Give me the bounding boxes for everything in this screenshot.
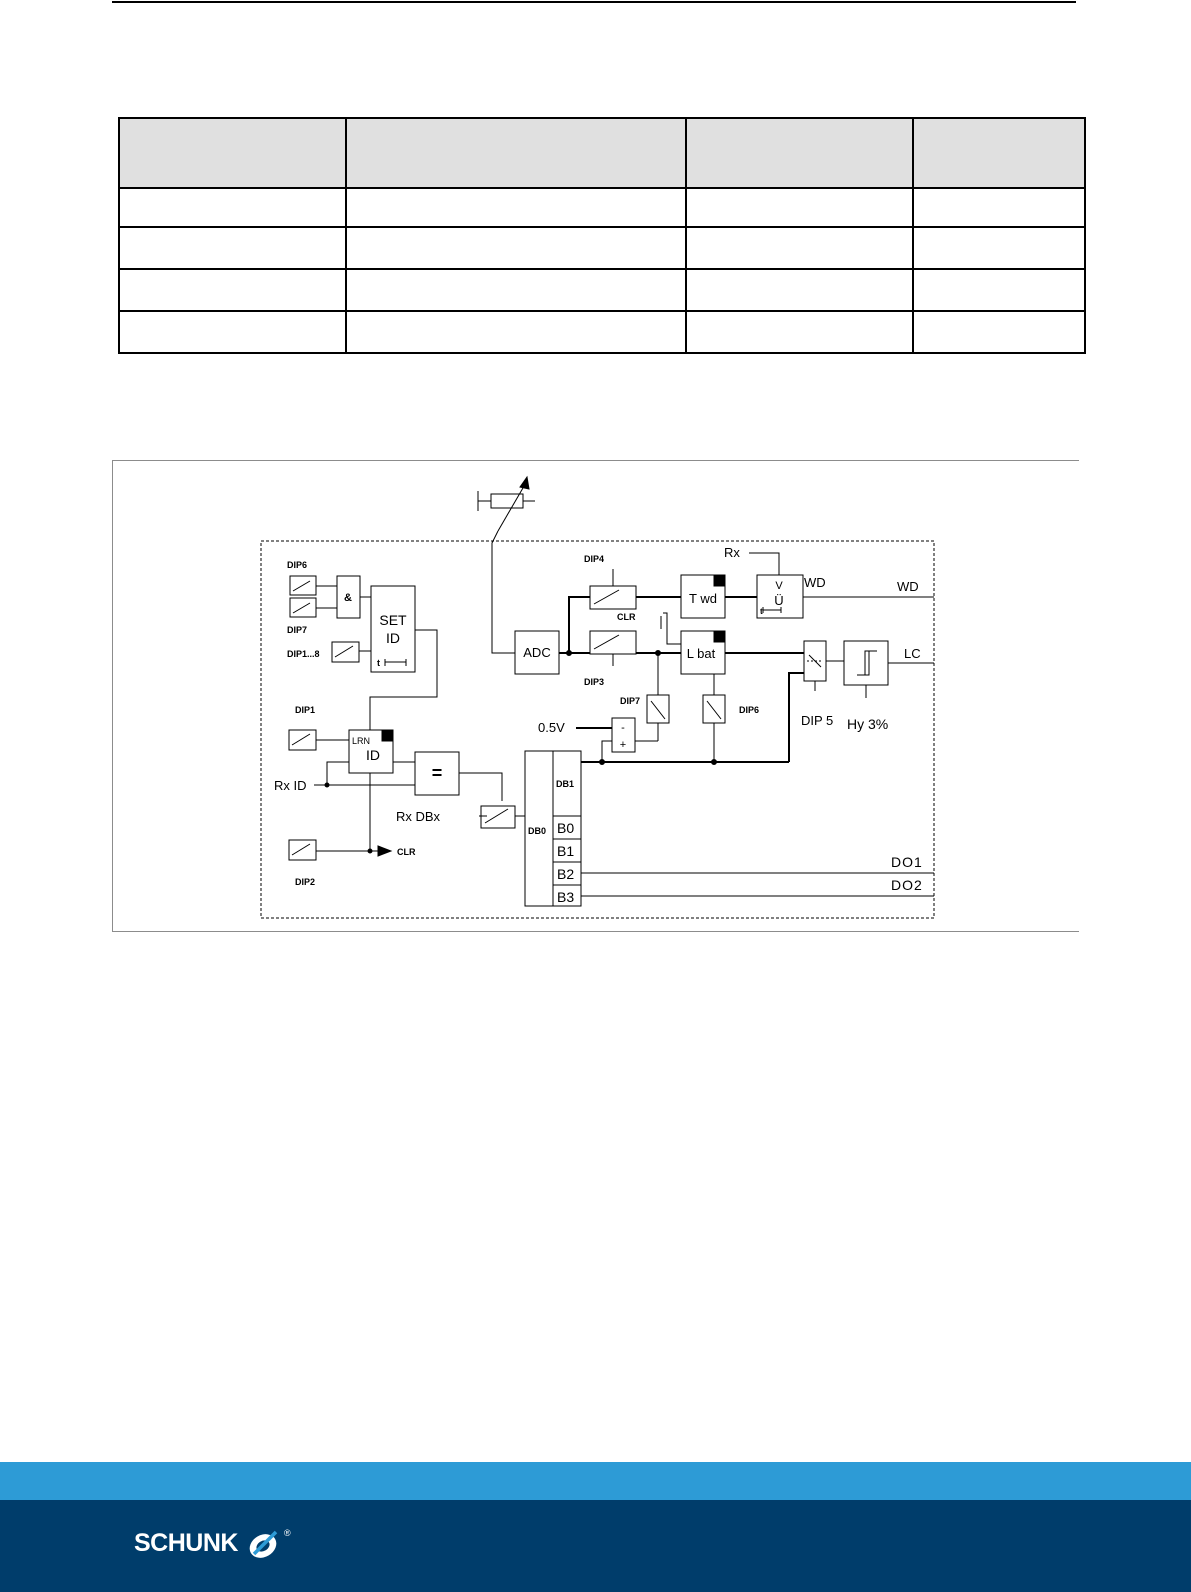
label-hy: Hy 3%: [847, 716, 889, 732]
table-cell: [119, 118, 346, 188]
label-clr-bottom: CLR: [397, 847, 416, 857]
label-b2: B2: [557, 866, 575, 882]
label-dip3: DIP3: [584, 677, 605, 687]
label-lrn: LRN: [352, 736, 371, 746]
block-diagram-svg: [113, 461, 1079, 931]
footer-accent-band: [0, 1462, 1191, 1500]
schunk-logo: [134, 1524, 294, 1566]
label-dip4: DIP4: [584, 554, 605, 564]
table-cell: [913, 311, 1085, 353]
label-rx-id: Rx ID: [274, 778, 307, 793]
registered-mark: ®: [284, 1528, 291, 1538]
table-cell: [686, 311, 913, 353]
table-cell: [346, 227, 686, 269]
logo-text: SCHUNK: [134, 1529, 238, 1557]
label-wd-t: t: [760, 607, 763, 616]
label-l-bat: L bat: [686, 646, 716, 661]
dip4-switch: [590, 586, 636, 609]
table-cell: [119, 227, 346, 269]
label-and: &: [344, 592, 352, 604]
table-header-row: [119, 118, 1085, 188]
label-dip1: DIP1: [295, 705, 316, 715]
label-dip2: DIP2: [295, 877, 316, 887]
label-lrn-id: ID: [366, 747, 380, 763]
label-adc: ADC: [523, 645, 551, 660]
spec-table: [118, 117, 1086, 354]
table-cell: [346, 118, 686, 188]
label-do1: DO1: [891, 854, 923, 870]
label-dip1-8: DIP1...8: [287, 649, 320, 659]
label-db0: DB0: [528, 826, 547, 836]
label-rx: Rx: [724, 545, 740, 560]
label-do2: DO2: [891, 877, 923, 893]
label-dip6: DIP6: [287, 560, 308, 570]
label-equal: =: [431, 763, 443, 783]
header-rule: [112, 1, 1076, 3]
table-cell: [119, 188, 346, 227]
dip6-switch: [703, 695, 725, 723]
label-05v: 0.5V: [538, 720, 565, 735]
table-row: [119, 269, 1085, 311]
label-rx-dbx: Rx DBx: [396, 809, 441, 824]
table-cell: [913, 269, 1085, 311]
hysteresis-block: [844, 641, 888, 685]
label-db1: DB1: [556, 779, 575, 789]
label-b1: B1: [557, 843, 575, 859]
label-wd-out: WD: [897, 579, 919, 594]
table-cell: [346, 311, 686, 353]
label-dip7: DIP7: [287, 625, 308, 635]
dip7-switch: [647, 695, 669, 723]
table-cell: [686, 118, 913, 188]
block-diagram: [112, 460, 1079, 932]
label-minus: -: [621, 722, 625, 734]
label-t-wd: T wd: [689, 591, 717, 606]
table-cell: [686, 188, 913, 227]
table-cell: [913, 227, 1085, 269]
table-cell: [346, 188, 686, 227]
table-cell: [686, 269, 913, 311]
table-row: [119, 311, 1085, 353]
dip3-switch: [590, 631, 636, 654]
table-cell: [119, 269, 346, 311]
table-cell: [119, 311, 346, 353]
label-dip5: DIP 5: [801, 713, 834, 728]
table-cell: [913, 118, 1085, 188]
label-b3: B3: [557, 889, 575, 905]
label-wd-box: WD: [804, 575, 826, 590]
table-row: [119, 227, 1085, 269]
label-lc: LC: [904, 646, 921, 661]
table-row: [119, 188, 1085, 227]
label-set-id: ID: [386, 630, 400, 646]
label-dip6-b: DIP6: [739, 705, 760, 715]
label-clr-top: CLR: [617, 612, 636, 622]
table-cell: [686, 227, 913, 269]
table-cell: [346, 269, 686, 311]
label-b0: B0: [557, 820, 575, 836]
label-plus: +: [619, 739, 627, 751]
label-v: V: [775, 580, 783, 592]
label-dip7-b: DIP7: [620, 696, 641, 706]
label-set: SET: [379, 612, 407, 628]
label-u: Ü: [774, 593, 784, 608]
table-cell: [913, 188, 1085, 227]
label-set-t: t: [377, 658, 380, 668]
